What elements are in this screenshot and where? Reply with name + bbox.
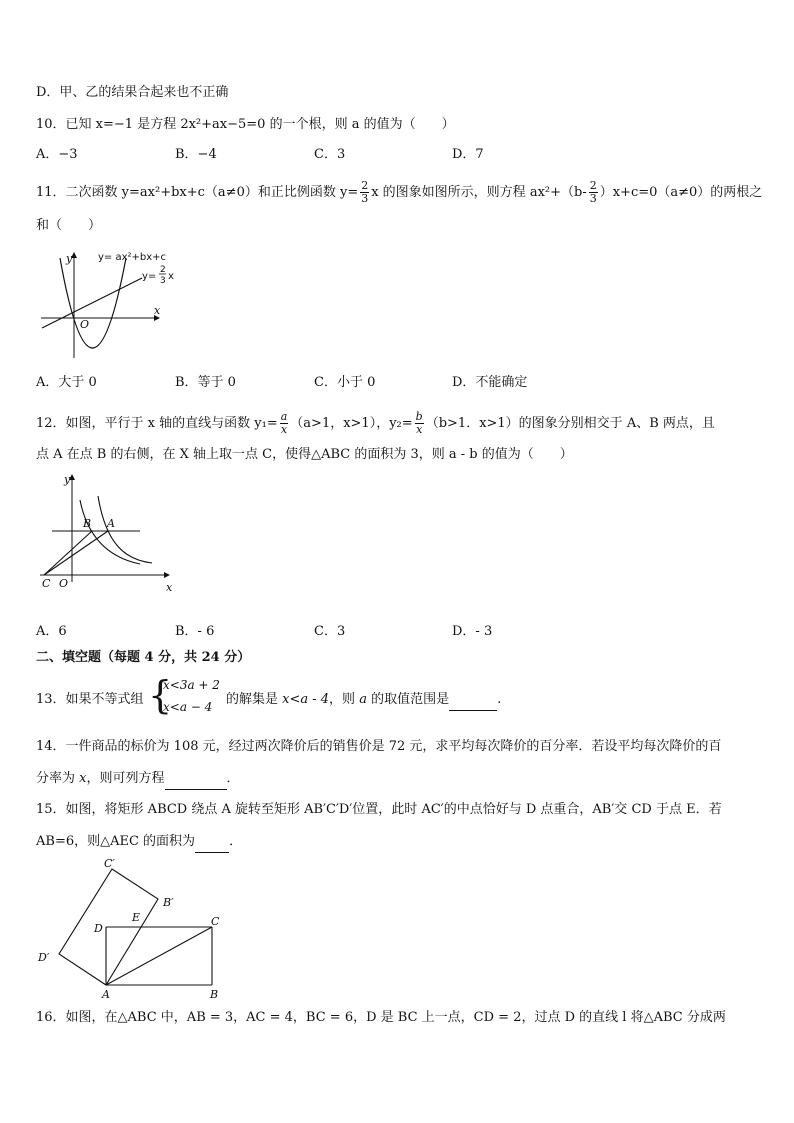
q11-fraction-1: $\frac{2}{3}$ [361, 179, 369, 205]
q12-fig-b: B [83, 517, 92, 530]
q11-fig-curve-label: y= ax²+bx+c [98, 252, 167, 263]
q11-options [36, 373, 756, 393]
q12-stem-cont: 点 A 在点 B 的右侧，在 X 轴上取一点 C，使得△ABC 的面积为 3，则 a - b 的值为（ ） [36, 447, 573, 462]
q11-stem: 11．二次函数 y=ax²+bx+c（a≠0）和正比例函数 y= $\frac{2}{3}$ x 的图象如图所示，则方程 ax²+（b- $\frac{2}{3}$ ）x+c=0（a≠0）的两根之 [36, 179, 763, 205]
q13-suffix: 的解集是 x<a - 4，则 a 的取值范围是 . [226, 690, 501, 711]
q12-segment-cb [44, 531, 92, 575]
q14-line-2: 分率为 x，则可列方程 ． [36, 769, 240, 790]
q11-fraction-2: $\frac{2}{3}$ [589, 179, 597, 205]
q10-options [36, 145, 756, 165]
q16-line-1: 16．如图，在△ABC 中，AB = 3，AC = 4，BC = 6，D 是 BC 上一点，CD = 2，过点 D 的直线 l 将△ABC 分成两 [36, 1010, 726, 1025]
q11-stem-cont: 和（ ） [36, 218, 102, 233]
q13-prefix: 13．如果不等式组 [36, 692, 144, 707]
q10-option-d: D．7 [452, 147, 484, 162]
q13-ineq-2: x<a − 4 [163, 700, 213, 714]
q15-figure [36, 855, 226, 1000]
q12-fraction-2: $\frac{b}{x}$ [415, 410, 423, 436]
q15-line-1: 15．如图，将矩形 ABCD 绕点 A 旋转至矩形 AB′C′D′位置，此时 AC′的中点恰好与 D 点重合，AB′交 CD 于点 E．若 [36, 802, 722, 817]
q11-fig-line-x: x [168, 271, 174, 282]
q10-option-c: C．3 [314, 147, 346, 162]
q14-answer-blank[interactable] [165, 769, 227, 790]
q14-line-1: 14．一件商品的标价为 108 元，经过两次降价后的销售价是 72 元，求平均每次降价的百分率．若设平均每次降价的百 [36, 739, 722, 754]
q12-fraction-1: $\frac{a}{x}$ [280, 410, 288, 436]
q15-line-2: AB=6，则△AEC 的面积为 ． [36, 832, 242, 853]
q12-curve-y2 [80, 500, 140, 564]
q12-stem: 12．如图，平行于 x 轴的直线与函数 y₁= $\frac{a}{x}$ （a>1，x>1），y₂= $\frac{b}{x}$ （b>1．x>1）的图象分别相交于 A、B 两点，且 [36, 410, 715, 436]
q11-option-d: D．不能确定 [452, 375, 528, 390]
q10-stem: 10．已知 x=−1 是方程 2x²+ax−5=0 的一个根，则 a 的值为（ ） [36, 117, 455, 132]
q10-option-b: B．−4 [175, 147, 217, 162]
q11-fig-x: x [154, 304, 161, 317]
q11-figure [36, 248, 174, 360]
q11-option-c: C．小于 0 [314, 375, 376, 390]
q12-fig-a: A [107, 517, 115, 530]
q15-fig-e: E [132, 911, 141, 924]
q12-option-b: B．- 6 [175, 624, 215, 639]
q13-brace: { [148, 673, 173, 717]
q11-fig-line-num: 2 [160, 265, 166, 275]
q12-fig-o: O [59, 577, 69, 590]
q9-option-d: D．甲、乙的结果合起来也不正确 [36, 85, 229, 100]
q12-option-a: A．6 [36, 624, 67, 639]
q15-fig-d1: D′ [38, 951, 50, 964]
q12-fig-y: y [64, 473, 71, 486]
q15-fig-b1: B′ [163, 896, 174, 909]
q13-answer-blank[interactable] [449, 690, 497, 711]
q15-fig-a: A [102, 988, 110, 1001]
q15-diagonal-ac [106, 927, 212, 985]
q11-fig-line-label: y= [142, 271, 157, 282]
q11-fig-y: y [66, 252, 73, 265]
q12-x-arrow [164, 572, 170, 578]
q15-fig-b: B [210, 988, 219, 1001]
q11-option-b: B．等于 0 [175, 375, 236, 390]
q12-option-d: D．- 3 [452, 624, 493, 639]
q12-figure [36, 470, 176, 596]
q11-fig-line-den: 3 [160, 276, 166, 286]
section-title: 二、填空题（每题 4 分，共 24 分） [36, 650, 251, 665]
q15-answer-blank[interactable] [195, 832, 229, 853]
q13-ineq-1: x<3a + 2 [163, 678, 220, 692]
q12-fig-c: C [42, 577, 51, 590]
q12-options [36, 622, 756, 642]
q12-option-c: C．3 [314, 624, 346, 639]
q15-fig-d: D [94, 922, 103, 935]
q15-fig-c: C [211, 915, 220, 928]
q15-fig-c1: C′ [104, 857, 115, 870]
q11-line [42, 278, 142, 328]
q12-fig-x: x [166, 581, 173, 594]
q10-option-a: A．−3 [36, 147, 78, 162]
q12-segment-ca [44, 531, 108, 575]
q11-option-a: A．大于 0 [36, 375, 97, 390]
q11-fig-o: O [80, 318, 90, 331]
